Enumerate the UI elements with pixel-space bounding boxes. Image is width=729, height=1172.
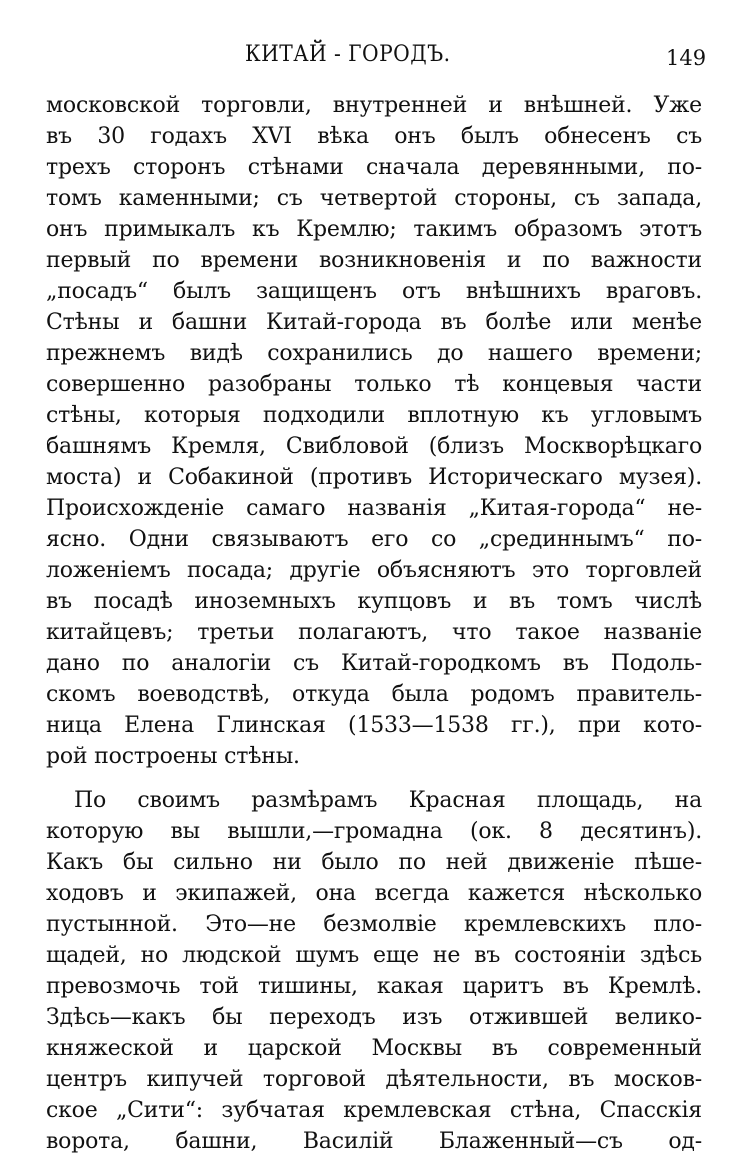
text-line: „посадъ“ былъ защищенъ отъ внѣшнихъ враговъ.: [46, 279, 702, 304]
text-line: стѣны, которыя подходили вплотную къ угловымъ: [46, 403, 702, 428]
text-line: Происхожденіе самаго названія „Китая-города“ не-: [46, 496, 702, 521]
text-line: башнямъ Кремля, Свибловой (близъ Москворѣцкаго: [46, 434, 702, 459]
text-line: щадей, но людской шумъ еще не въ состояніи здѣсь: [46, 943, 702, 968]
body-text: [46, 90, 702, 1157]
text-line: которую вы вышли,—громадна (ок. 8 десятинъ).: [46, 819, 702, 844]
text-line: дано по аналогіи съ Китай-городкомъ въ Подоль-: [46, 651, 702, 676]
running-header-title: КИТАЙ - ГОРОДЪ.: [245, 42, 451, 67]
text-line: Какъ бы сильно ни было по ней движеніе пѣше-: [46, 850, 702, 875]
text-line: превозмочь той тишины, какая царитъ въ Кремлѣ.: [46, 974, 702, 999]
text-line: моста) и Собакиной (противъ Историческаго музея).: [46, 465, 702, 490]
text-line: ходовъ и экипажей, она всегда кажется нѣсколько: [46, 881, 702, 906]
text-line: ясно. Одни связываютъ его со „срединнымъ“ по-: [46, 527, 702, 552]
text-line: въ посадѣ иноземныхъ купцовъ и въ томъ числѣ: [46, 589, 702, 614]
paragraph-1: [46, 90, 702, 772]
text-line: ложеніемъ посада; другіе объясняютъ это торговлей: [46, 558, 702, 583]
text-line: Здѣсь—какъ бы переходъ изъ отжившей велико-: [46, 1005, 702, 1030]
text-line: томъ каменными; съ четвертой стороны, съ запада,: [46, 186, 702, 211]
text-line: трехъ сторонъ стѣнами сначала деревянными, по-: [46, 155, 702, 180]
text-line: рой построены стѣны.: [46, 744, 300, 769]
page-number: 149: [666, 46, 707, 70]
paragraph-2: [46, 785, 702, 1157]
text-line: въ 30 годахъ XVI вѣка онъ былъ обнесенъ съ: [46, 124, 702, 149]
paragraph-gap: [46, 772, 702, 785]
text-line: московской торговли, внутренней и внѣшней. Уже: [46, 93, 702, 118]
text-line: пустынной. Это—не безмолвіе кремлевскихъ пло-: [46, 912, 702, 937]
text-line: княжеской и царской Москвы въ современный: [46, 1036, 702, 1061]
text-line: совершенно разобраны только тѣ концевыя части: [46, 372, 702, 397]
text-line: Стѣны и башни Китай-города въ болѣе или менѣе: [46, 310, 702, 335]
text-line: прежнемъ видѣ сохранились до нашего времени;: [46, 341, 702, 366]
text-line: онъ примыкалъ къ Кремлю; такимъ образомъ этотъ: [46, 217, 702, 242]
text-line: скомъ воеводствѣ, откуда была родомъ правитель-: [46, 682, 702, 707]
text-line: первый по времени возникновенія и по важности: [46, 248, 702, 273]
text-line: ское „Сити“: зубчатая кремлевская стѣна, Спасскія: [46, 1098, 702, 1123]
text-line: ворота, башни, Василій Блаженный—съ од-: [46, 1129, 702, 1154]
text-line: китайцевъ; третьи полагаютъ, что такое названіе: [46, 620, 702, 645]
text-line: центръ кипучей торговой дѣятельности, въ москов-: [46, 1067, 702, 1092]
text-line: По своимъ размѣрамъ Красная площадь, на: [74, 788, 702, 813]
text-line: ница Елена Глинская (1533—1538 гг.), при кото-: [46, 713, 702, 738]
